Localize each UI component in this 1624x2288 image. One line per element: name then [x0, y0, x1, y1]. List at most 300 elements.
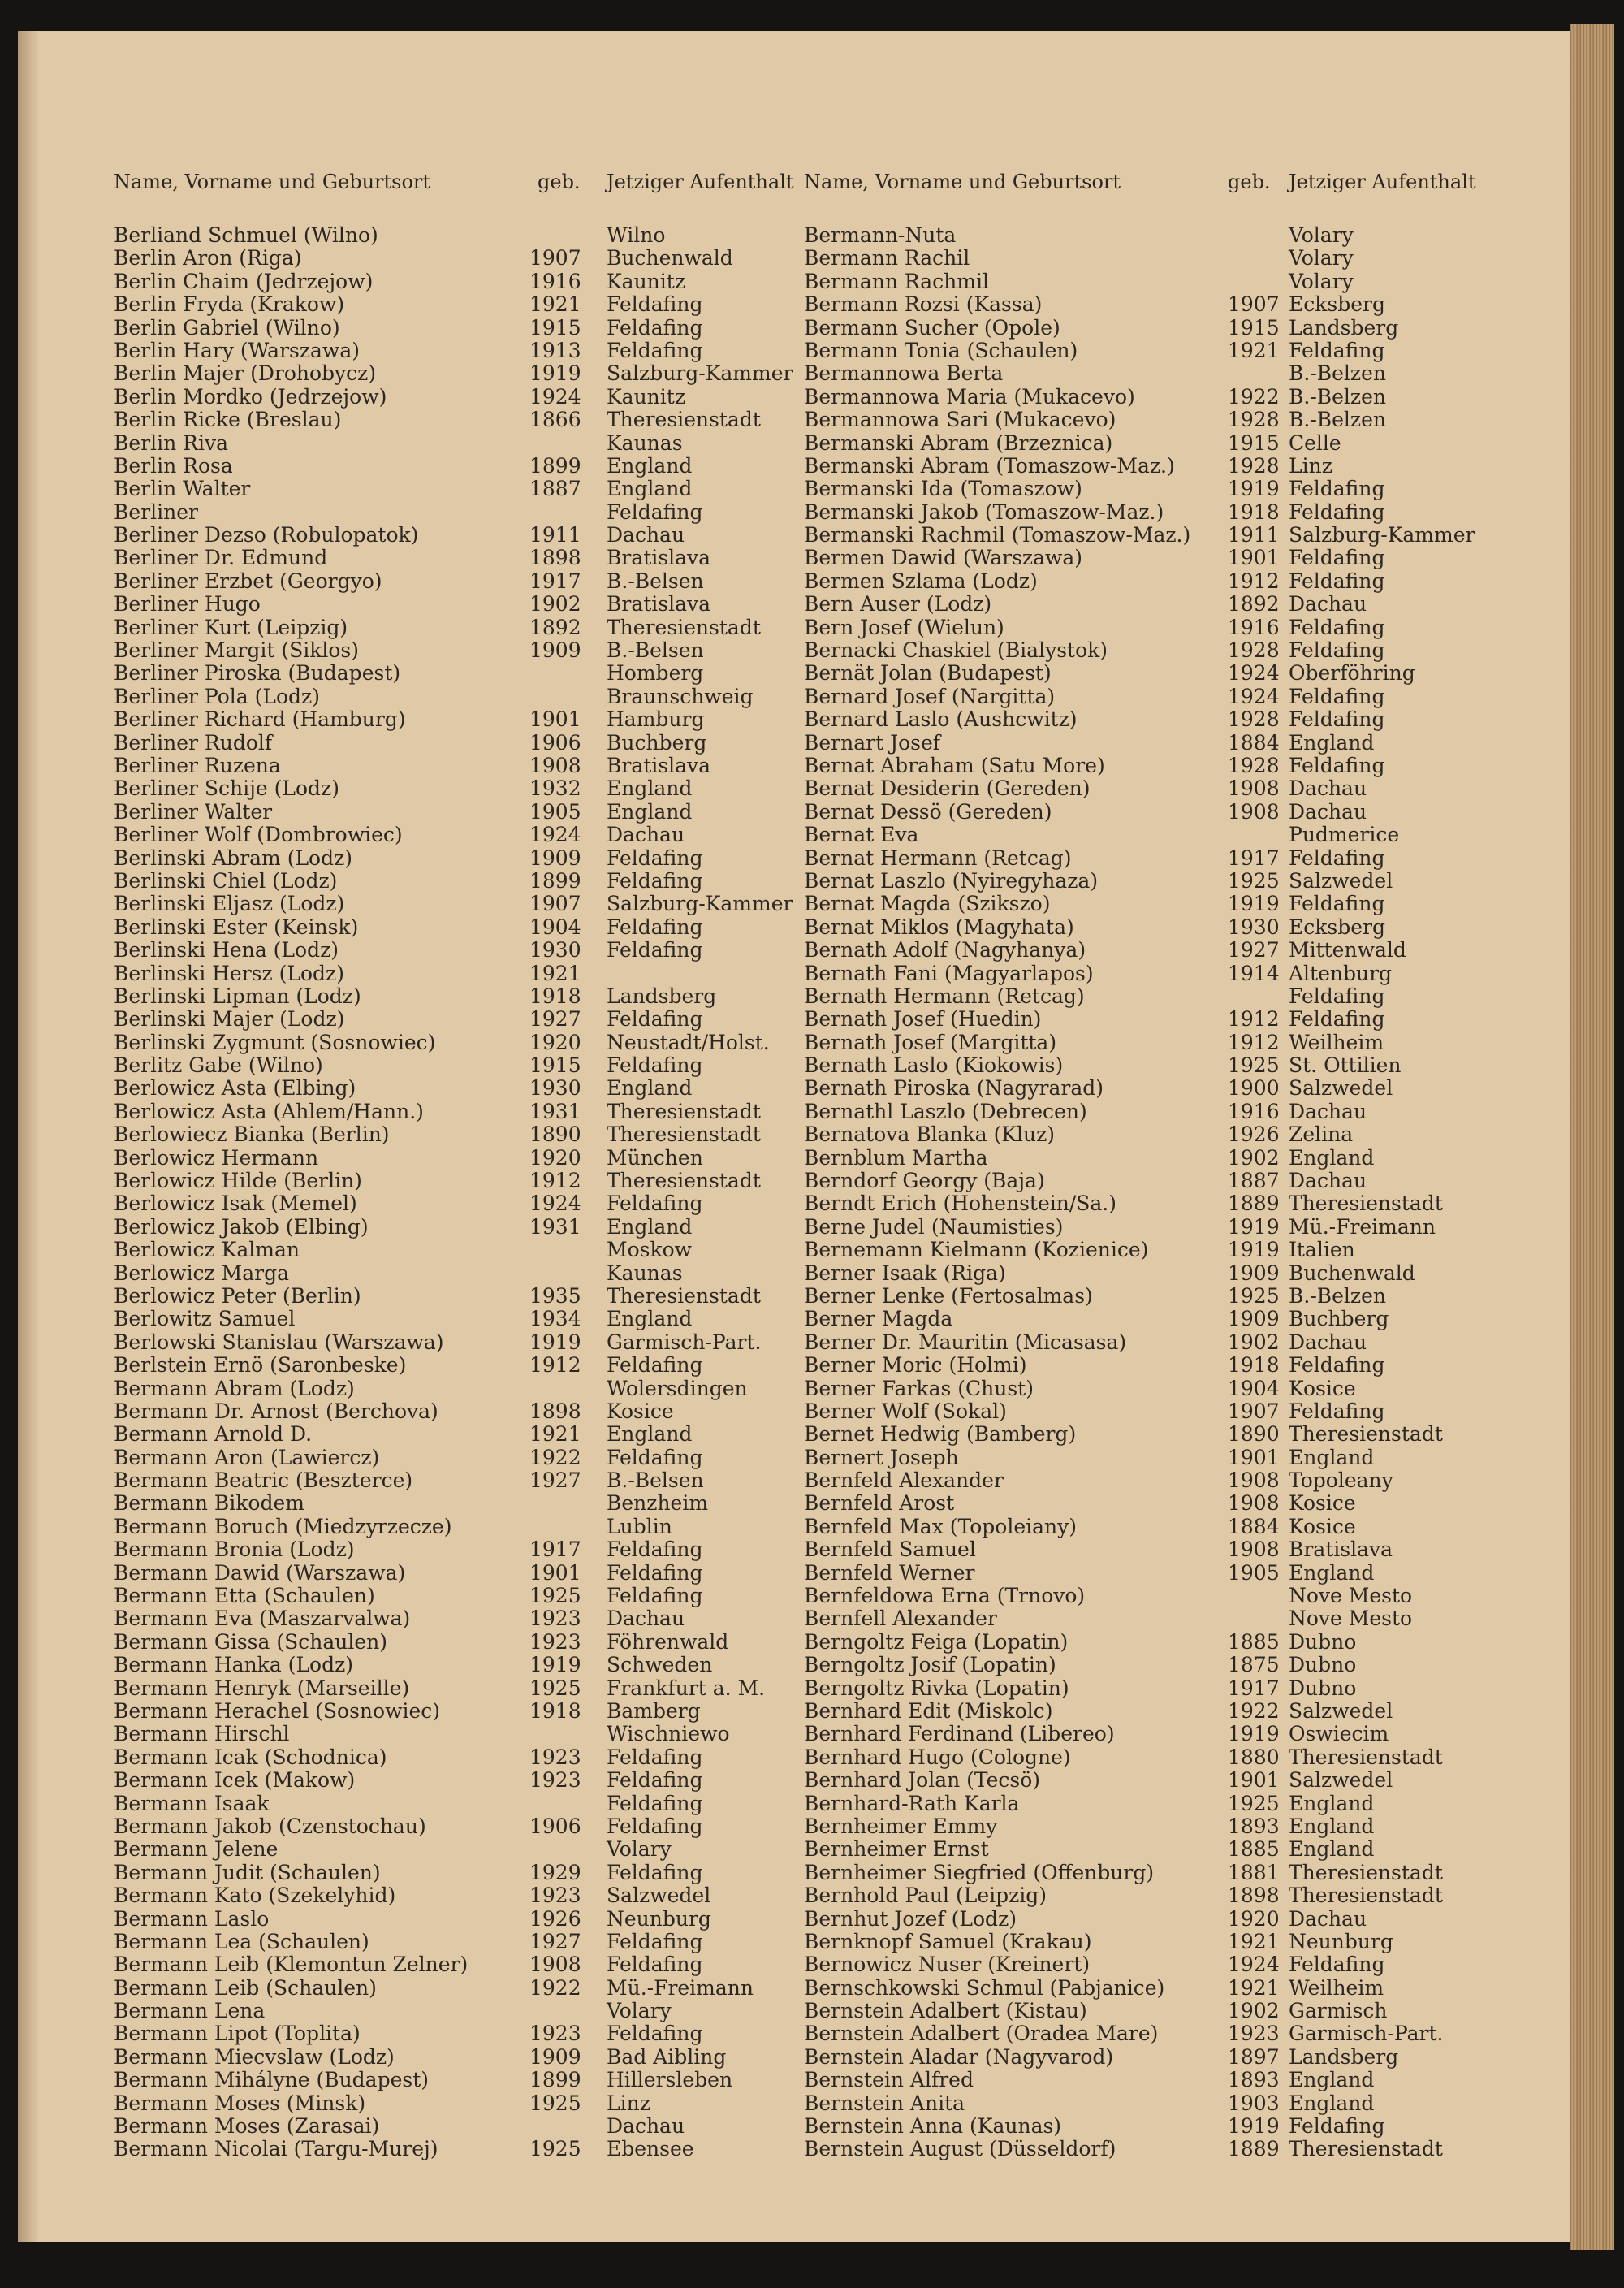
birth-year: 1921	[529, 961, 581, 985]
birth-year: 1923	[529, 1768, 581, 1793]
person-name: Bern Auser (Lodz)	[804, 592, 992, 616]
current-location: Bratislava	[607, 592, 711, 616]
person-name: Bermann Rachil	[804, 246, 970, 270]
current-location: St. Ottilien	[1289, 1053, 1402, 1078]
person-name: Bernath Hermann (Retcag)	[804, 984, 1085, 1008]
person-name: Berngoltz Feiga (Lopatin)	[804, 1629, 1069, 1654]
birth-year: 1923	[529, 1884, 581, 1908]
birth-year: 1912	[529, 1169, 581, 1193]
current-location: Mü.-Freimann	[607, 1975, 754, 2000]
person-name: Bermann Lena	[114, 1999, 266, 2023]
birth-year: 1915	[529, 315, 581, 340]
current-location: Feldafing	[1289, 753, 1385, 777]
current-location: B.-Belzen	[1289, 408, 1386, 432]
birth-year: 1924	[1228, 684, 1280, 708]
person-name: Berner Isaak (Riga)	[804, 1261, 1006, 1285]
current-location: Dachau	[607, 2114, 685, 2139]
person-name: Bernstein Adalbert (Oradea Mare)	[804, 2022, 1159, 2046]
birth-year: 1912	[1228, 1007, 1280, 1032]
person-name: Bernart Josef	[804, 730, 941, 755]
person-name: Berlinski Majer (Lodz)	[114, 1007, 345, 1032]
current-location: Salzburg-Kammer	[1289, 523, 1475, 547]
current-location: Schweden	[607, 1653, 713, 1677]
current-location: Lublin	[607, 1514, 672, 1538]
current-location: Volary	[607, 1837, 672, 1862]
birth-year: 1931	[529, 1099, 581, 1123]
current-location: Garmisch-Part.	[1289, 2022, 1444, 2046]
person-name: Bermann Nicolai (Targu-Murej)	[114, 2137, 438, 2161]
current-location: Theresienstadt	[1289, 1884, 1443, 1908]
person-name: Bernert Joseph	[804, 1445, 959, 1469]
birth-year: 1885	[1228, 1837, 1280, 1862]
birth-year: 1884	[1228, 1514, 1280, 1538]
current-location: Wolersdingen	[607, 1376, 748, 1400]
current-location: Dachau	[1289, 1906, 1367, 1931]
person-name: Berliner Wolf (Dombrowiec)	[114, 823, 403, 847]
person-name: Berliner Schije (Lodz)	[114, 776, 339, 801]
birth-year: 1902	[1228, 1330, 1280, 1354]
person-name: Berliner Piroska (Budapest)	[114, 661, 401, 686]
person-name: Berliner	[114, 500, 198, 524]
current-location: Garmisch-Part.	[607, 1330, 762, 1354]
birth-year: 1909	[529, 2044, 581, 2069]
current-location: Pudmerice	[1289, 823, 1400, 847]
birth-year: 1921	[1228, 338, 1280, 362]
current-location: Theresienstadt	[607, 1169, 761, 1193]
birth-year: 1911	[529, 523, 581, 547]
current-location: Feldafing	[607, 1584, 703, 1608]
current-location: Dubno	[1289, 1629, 1357, 1654]
current-location: Feldafing	[607, 1007, 703, 1032]
person-name: Berlowicz Hermann	[114, 1145, 319, 1170]
person-name: Berlowitz Samuel	[114, 1307, 296, 1331]
birth-year: 1912	[1228, 1030, 1280, 1054]
current-location: Ecksberg	[1289, 915, 1385, 939]
person-name: Berlstein Ernö (Saronbeske)	[114, 1353, 407, 1378]
person-name: Bermann Moses (Zarasai)	[114, 2114, 380, 2139]
current-location: Dachau	[1289, 1169, 1367, 1193]
birth-year: 1919	[1228, 2114, 1280, 2139]
birth-year: 1927	[529, 1929, 581, 1953]
person-name: Bernstein Anita	[804, 2091, 965, 2115]
person-name: Berndt Erich (Hohenstein/Sa.)	[804, 1192, 1116, 1216]
current-location: Feldafing	[607, 938, 703, 962]
document-page	[18, 31, 1570, 2242]
current-location: Salzwedel	[1289, 1076, 1393, 1101]
person-name: Berlowicz Asta (Elbing)	[114, 1076, 356, 1101]
person-name: Berner Magda	[804, 1307, 953, 1331]
birth-year: 1890	[529, 1122, 581, 1147]
birth-year: 1892	[1228, 592, 1280, 616]
current-location: Theresienstadt	[1289, 1422, 1443, 1447]
birth-year: 1930	[1228, 915, 1280, 939]
birth-year: 1917	[1228, 846, 1280, 870]
person-name: Berlin Chaim (Jedrzejow)	[114, 269, 374, 293]
current-location: Feldafing	[607, 1814, 703, 1838]
birth-year: 1930	[529, 938, 581, 962]
current-location: B.-Belzen	[1289, 384, 1386, 409]
current-location: Benzheim	[607, 1491, 709, 1516]
birth-year: 1919	[1228, 1214, 1280, 1239]
current-location: Buchenwald	[607, 246, 733, 270]
current-location: Feldafing	[607, 338, 703, 362]
person-name: Bernstein Alfred	[804, 2068, 974, 2092]
current-location: Buchberg	[607, 730, 707, 755]
person-name: Berlowicz Marga	[114, 1261, 290, 1285]
person-name: Bernstein Aladar (Nagyvarod)	[804, 2044, 1114, 2069]
current-location: Theresienstadt	[1289, 2137, 1443, 2161]
current-location: Theresienstadt	[607, 408, 761, 432]
current-location: Salzwedel	[1289, 1768, 1393, 1793]
person-name: Bermann Dawid (Warszawa)	[114, 1560, 406, 1585]
birth-year: 1901	[529, 707, 581, 732]
birth-year: 1919	[1228, 1722, 1280, 1746]
current-location: Volary	[1289, 246, 1354, 270]
person-name: Berner Farkas (Chust)	[804, 1376, 1034, 1400]
current-location: Oberföhring	[1289, 661, 1415, 686]
person-name: Bermann Abram (Lodz)	[114, 1376, 355, 1400]
person-name: Bernat Magda (Szikszo)	[804, 892, 1051, 916]
person-name: Bermann Dr. Arnost (Berchova)	[114, 1399, 438, 1423]
birth-year: 1904	[1228, 1376, 1280, 1400]
birth-year: 1885	[1228, 1629, 1280, 1654]
person-name: Bernblum Martha	[804, 1145, 988, 1170]
current-location: Wischniewo	[607, 1722, 730, 1746]
current-location: Feldafing	[1289, 1399, 1385, 1423]
birth-year: 1917	[529, 569, 581, 593]
birth-year: 1924	[1228, 661, 1280, 686]
birth-year: 1921	[529, 292, 581, 317]
current-location: Ecksberg	[1289, 292, 1385, 317]
birth-year: 1901	[1228, 1445, 1280, 1469]
current-location: Wilno	[607, 223, 666, 247]
person-name: Bermann Eva (Maszarvalwa)	[114, 1607, 411, 1631]
birth-year: 1935	[529, 1283, 581, 1308]
birth-year: 1919	[1228, 477, 1280, 501]
person-name: Bermanski Abram (Tomaszow-Maz.)	[804, 453, 1175, 478]
current-location: Kaunas	[607, 1261, 683, 1285]
current-location: England	[607, 453, 693, 478]
current-location: Nove Mesto	[1289, 1584, 1413, 1608]
person-name: Bermanski Abram (Brzeznica)	[804, 430, 1113, 455]
person-name: Berlin Hary (Warszawa)	[114, 338, 360, 362]
current-location: Salzwedel	[1289, 1699, 1393, 1723]
birth-year: 1903	[1228, 2091, 1280, 2115]
current-location: Bamberg	[607, 1699, 701, 1723]
person-name: Bermann Laslo	[114, 1906, 270, 1931]
birth-year: 1922	[1228, 384, 1280, 409]
birth-year: 1908	[529, 753, 581, 777]
person-name: Bermann Sucher (Opole)	[804, 315, 1060, 340]
current-location: Feldafing	[607, 1791, 703, 1815]
current-location: Altenburg	[1289, 961, 1393, 985]
person-name: Bernat Abraham (Satu More)	[804, 753, 1105, 777]
birth-year: 1918	[1228, 500, 1280, 524]
current-location: Linz	[607, 2091, 650, 2115]
person-name: Bernfeld Werner	[804, 1560, 975, 1585]
person-name: Bermann Judit (Schaulen)	[114, 1860, 381, 1884]
current-location: Dachau	[607, 523, 685, 547]
person-name: Bernheimer Ernst	[804, 1837, 989, 1862]
birth-year: 1928	[1228, 408, 1280, 432]
birth-year: 1916	[529, 269, 581, 293]
person-name: Bermann Bronia (Lodz)	[114, 1538, 355, 1562]
person-name: Berlin Rosa	[114, 453, 233, 478]
person-name: Bernat Eva	[804, 823, 919, 847]
person-name: Bermen Szlama (Lodz)	[804, 569, 1038, 593]
birth-year: 1880	[1228, 1745, 1280, 1769]
current-location: Kosice	[1289, 1514, 1356, 1538]
birth-year: 1921	[1228, 1975, 1280, 2000]
birth-year: 1930	[529, 1076, 581, 1101]
current-location: Feldafing	[1289, 1007, 1385, 1032]
birth-year: 1922	[529, 1975, 581, 2000]
birth-year: 1904	[529, 915, 581, 939]
birth-year: 1924	[529, 1192, 581, 1216]
current-location: Linz	[1289, 453, 1332, 478]
birth-year: 1912	[1228, 569, 1280, 593]
birth-year: 1927	[1228, 938, 1280, 962]
current-location: Feldafing	[1289, 477, 1385, 501]
current-location: Feldafing	[607, 1953, 703, 1977]
person-name: Bernath Laslo (Kiokowis)	[804, 1053, 1064, 1078]
person-name: Berliner Hugo	[114, 592, 261, 616]
person-name: Berlowicz Hilde (Berlin)	[114, 1169, 362, 1193]
person-name: Berlin Fryda (Krakow)	[114, 292, 345, 317]
header-year-label: geb.	[1228, 171, 1271, 193]
current-location: England	[1289, 1145, 1375, 1170]
person-name: Bern Josef (Wielun)	[804, 615, 1004, 639]
birth-year: 1908	[1228, 799, 1280, 824]
person-name: Berliner Ruzena	[114, 753, 281, 777]
birth-year: 1889	[1228, 2137, 1280, 2161]
birth-year: 1887	[1228, 1169, 1280, 1193]
current-location: Ebensee	[607, 2137, 694, 2161]
person-name: Bermann Tonia (Schaulen)	[804, 338, 1078, 362]
current-location: Feldafing	[607, 1353, 703, 1378]
birth-year: 1921	[1228, 1929, 1280, 1953]
birth-year: 1929	[529, 1860, 581, 1884]
person-name: Bermann Aron (Lawiercz)	[114, 1445, 380, 1469]
current-location: Feldafing	[1289, 707, 1385, 732]
birth-year: 1901	[1228, 1768, 1280, 1793]
person-name: Berlin Majer (Drohobycz)	[114, 361, 377, 386]
birth-year: 1881	[1228, 1860, 1280, 1884]
birth-year: 1917	[529, 1538, 581, 1562]
current-location: Kaunitz	[607, 269, 685, 293]
person-name: Bermen Dawid (Warszawa)	[804, 546, 1083, 570]
person-name: Bermann Miecvslaw (Lodz)	[114, 2044, 395, 2069]
current-location: England	[1289, 1445, 1375, 1469]
birth-year: 1925	[1228, 868, 1280, 893]
person-name: Bermann Jakob (Czenstochau)	[114, 1814, 426, 1838]
page-gutter-shadow	[18, 31, 39, 2242]
birth-year: 1909	[529, 638, 581, 663]
current-location: B.-Belsen	[607, 1468, 704, 1493]
person-name: Bermann Boruch (Miedzyrzecze)	[114, 1514, 452, 1538]
person-name: Bernfeld Samuel	[804, 1538, 976, 1562]
birth-year: 1926	[1228, 1122, 1280, 1147]
birth-year: 1918	[529, 984, 581, 1008]
birth-year: 1928	[1228, 753, 1280, 777]
person-name: Bernknopf Samuel (Krakau)	[804, 1929, 1092, 1953]
birth-year: 1898	[1228, 1884, 1280, 1908]
current-location: Feldafing	[1289, 1953, 1385, 1977]
person-name: Bernhard Ferdinand (Libereo)	[804, 1722, 1115, 1746]
current-location: England	[1289, 1814, 1375, 1838]
birth-year: 1916	[1228, 615, 1280, 639]
current-location: Landsberg	[1289, 315, 1399, 340]
person-name: Bermannowa Maria (Mukacevo)	[804, 384, 1135, 409]
person-name: Bernard Josef (Nargitta)	[804, 684, 1056, 708]
current-location: B.-Belzen	[1289, 1283, 1386, 1308]
current-location: Volary	[1289, 223, 1354, 247]
birth-year: 1902	[1228, 1999, 1280, 2023]
person-name: Bernath Fani (Magyarlapos)	[804, 961, 1094, 985]
birth-year: 1928	[1228, 638, 1280, 663]
birth-year: 1909	[1228, 1307, 1280, 1331]
birth-year: 1899	[529, 453, 581, 478]
current-location: England	[1289, 1560, 1375, 1585]
person-name: Bermann Lipot (Toplita)	[114, 2022, 361, 2046]
current-location: Italien	[1289, 1238, 1355, 1262]
person-name: Bernath Josef (Margitta)	[804, 1030, 1057, 1054]
person-name: Berliner Dr. Edmund	[114, 546, 328, 570]
person-name: Berlin Aron (Riga)	[114, 246, 302, 270]
birth-year: 1923	[529, 2022, 581, 2046]
person-name: Bermann Icek (Makow)	[114, 1768, 356, 1793]
birth-year: 1915	[529, 1053, 581, 1078]
current-location: Dachau	[1289, 799, 1367, 824]
person-name: Berliner Erzbet (Georgyo)	[114, 569, 382, 593]
current-location: B.-Belsen	[607, 638, 704, 663]
birth-year: 1905	[529, 799, 581, 824]
person-name: Berlowicz Isak (Memel)	[114, 1192, 357, 1216]
current-location: Dachau	[1289, 1099, 1367, 1123]
current-location: Theresienstadt	[1289, 1192, 1443, 1216]
person-name: Berliner Walter	[114, 799, 273, 824]
birth-year: 1901	[529, 1560, 581, 1585]
birth-year: 1915	[1228, 315, 1280, 340]
person-name: Berner Lenke (Fertosalmas)	[804, 1283, 1093, 1308]
book-page-edges	[1570, 24, 1614, 2250]
person-name: Berliner Margit (Siklos)	[114, 638, 360, 663]
current-location: Hamburg	[607, 707, 705, 732]
current-location: Dubno	[1289, 1676, 1357, 1700]
birth-year: 1920	[529, 1145, 581, 1170]
person-name: Berlowicz Peter (Berlin)	[114, 1283, 361, 1308]
person-name: Bernemann Kielmann (Kozienice)	[804, 1238, 1149, 1262]
current-location: Feldafing	[607, 868, 703, 893]
person-name: Berlowski Stanislau (Warszawa)	[114, 1330, 444, 1354]
person-name: Bernfeldowa Erna (Trnovo)	[804, 1584, 1086, 1608]
current-location: Dachau	[1289, 776, 1367, 801]
current-location: Bad Aibling	[607, 2044, 727, 2069]
birth-year: 1893	[1228, 1814, 1280, 1838]
current-location: Föhrenwald	[607, 1629, 729, 1654]
person-name: Bernathl Laszlo (Debrecen)	[804, 1099, 1087, 1123]
current-location: Dachau	[607, 823, 685, 847]
birth-year: 1924	[529, 823, 581, 847]
person-name: Bermann Bikodem	[114, 1491, 304, 1516]
person-name: Bermann Hanka (Lodz)	[114, 1653, 354, 1677]
person-name: Berne Judel (Naumisties)	[804, 1214, 1064, 1239]
current-location: Neunburg	[1289, 1929, 1393, 1953]
birth-year: 1925	[1228, 1791, 1280, 1815]
person-name: Berlin Walter	[114, 477, 251, 501]
birth-year: 1901	[1228, 546, 1280, 570]
person-name: Bermann-Nuta	[804, 223, 957, 247]
birth-year: 1923	[529, 1629, 581, 1654]
current-location: Feldafing	[607, 1560, 703, 1585]
current-location: Feldafing	[1289, 500, 1385, 524]
current-location: England	[607, 477, 693, 501]
current-location: Homberg	[607, 661, 704, 686]
birth-year: 1907	[529, 892, 581, 916]
current-location: Bratislava	[607, 546, 711, 570]
birth-year: 1898	[529, 1399, 581, 1423]
current-location: Feldafing	[1289, 892, 1385, 916]
birth-year: 1916	[1228, 1099, 1280, 1123]
person-name: Bernfeld Max (Topoleiany)	[804, 1514, 1078, 1538]
person-name: Bermann Icak (Schodnica)	[114, 1745, 387, 1769]
current-location: England	[607, 799, 693, 824]
current-location: Moskow	[607, 1238, 693, 1262]
birth-year: 1934	[529, 1307, 581, 1331]
current-location: England	[607, 1422, 693, 1447]
header-name-label: Name, Vorname und Geburtsort	[804, 171, 1121, 193]
current-location: Theresienstadt	[607, 1122, 761, 1147]
person-name: Bermann Jelene	[114, 1837, 279, 1862]
current-location: Oswiecim	[1289, 1722, 1389, 1746]
person-name: Bernatova Blanka (Kluz)	[804, 1122, 1056, 1147]
birth-year: 1911	[1228, 523, 1280, 547]
current-location: Zelina	[1289, 1122, 1354, 1147]
person-name: Bermann Etta (Schaulen)	[114, 1584, 375, 1608]
birth-year: 1909	[529, 846, 581, 870]
birth-year: 1902	[529, 592, 581, 616]
person-name: Berliner Richard (Hamburg)	[114, 707, 406, 732]
birth-year: 1897	[1228, 2044, 1280, 2069]
current-location: Braunschweig	[607, 684, 754, 708]
current-location: Feldafing	[607, 1929, 703, 1953]
birth-year: 1919	[529, 1330, 581, 1354]
person-name: Berlinski Hena (Lodz)	[114, 938, 339, 962]
current-location: England	[607, 1214, 693, 1239]
birth-year: 1914	[1228, 961, 1280, 985]
person-name: Bernfeld Alexander	[804, 1468, 1004, 1493]
current-location: Feldafing	[1289, 984, 1385, 1008]
current-location: England	[1289, 1837, 1375, 1862]
person-name: Bernacki Chaskiel (Bialystok)	[804, 638, 1108, 663]
person-name: Berlinski Lipman (Lodz)	[114, 984, 361, 1008]
person-name: Bermann Herachel (Sosnowiec)	[114, 1699, 441, 1723]
current-location: Feldafing	[607, 846, 703, 870]
birth-year: 1907	[1228, 1399, 1280, 1423]
current-location: Feldafing	[607, 1445, 703, 1469]
person-name: Bernard Laslo (Aushcwitz)	[804, 707, 1078, 732]
current-location: Theresienstadt	[607, 1283, 761, 1308]
current-location: Feldafing	[1289, 615, 1385, 639]
current-location: Kosice	[1289, 1376, 1356, 1400]
birth-year: 1884	[1228, 730, 1280, 755]
current-location: Feldafing	[1289, 2114, 1385, 2139]
birth-year: 1924	[529, 384, 581, 409]
person-name: Berliand Schmuel (Wilno)	[114, 223, 378, 247]
person-name: Berlinski Abram (Lodz)	[114, 846, 353, 870]
birth-year: 1908	[529, 1953, 581, 1977]
person-name: Berlin Gabriel (Wilno)	[114, 315, 340, 340]
